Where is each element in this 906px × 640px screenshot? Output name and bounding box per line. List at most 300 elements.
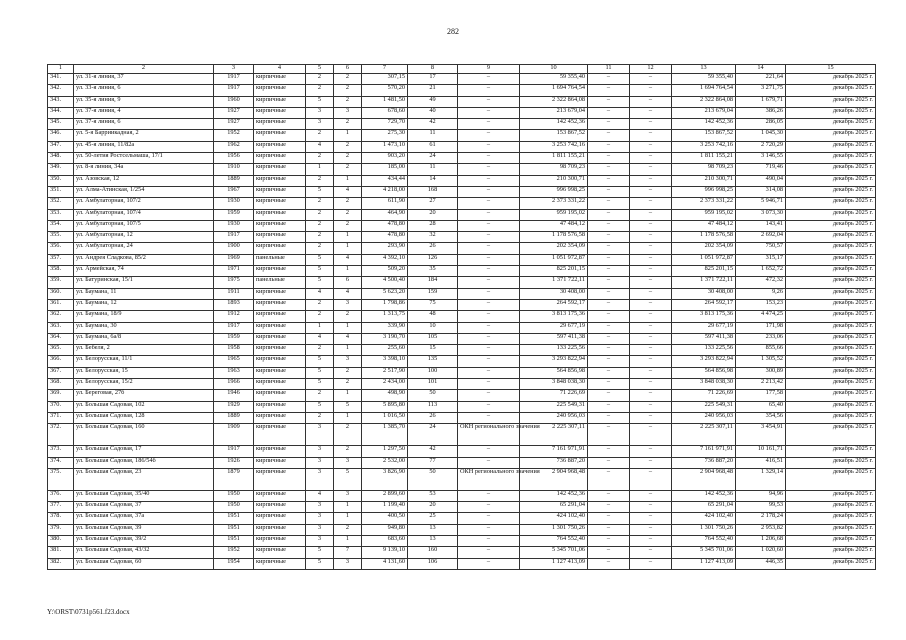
table-row bbox=[48, 277, 876, 288]
table-row bbox=[48, 356, 876, 367]
cell-row-number: 342. bbox=[48, 85, 74, 96]
cell-row-number: 348. bbox=[48, 153, 74, 164]
cell-residents: 24 bbox=[408, 153, 458, 164]
cell-cost-col12: – bbox=[630, 401, 672, 412]
cell-deadline: декабрь 2025 г. bbox=[786, 311, 876, 322]
cell-year-built: 1959 bbox=[214, 209, 254, 220]
cell-cost-sum: 71 226,69 bbox=[672, 390, 736, 401]
table-row bbox=[48, 490, 876, 501]
cell-year-built: 1911 bbox=[214, 288, 254, 299]
cell-cost-col11: – bbox=[588, 558, 630, 569]
cell-cost-col12: – bbox=[630, 119, 672, 130]
cell-wall-material: кирпичные bbox=[254, 424, 306, 446]
cell-cost-per-m2: 1 206,68 bbox=[736, 535, 786, 546]
cell-heritage-status: – bbox=[458, 74, 520, 85]
cell-area: 275,30 bbox=[362, 130, 408, 141]
cell-entrances: 2 bbox=[334, 141, 362, 152]
cell-row-number: 365. bbox=[48, 345, 74, 356]
cell-cost-col12: – bbox=[630, 232, 672, 243]
cell-cost-sum: 825 201,15 bbox=[672, 266, 736, 277]
cell-heritage-status: – bbox=[458, 401, 520, 412]
cell-cost-sum: 98 709,23 bbox=[672, 164, 736, 175]
cell-address: ул. Большая Садовая, 60 bbox=[74, 558, 214, 569]
cell-year-built: 1909 bbox=[214, 424, 254, 446]
cell-cost-per-m2: 221,64 bbox=[736, 74, 786, 85]
cell-floors: 4 bbox=[306, 333, 334, 344]
cell-year-built: 1879 bbox=[214, 468, 254, 490]
cell-area: 3 398,10 bbox=[362, 356, 408, 367]
cell-heritage-status: – bbox=[458, 232, 520, 243]
cell-cost-sum: 736 887,20 bbox=[672, 457, 736, 468]
cell-heritage-status: – bbox=[458, 153, 520, 164]
cell-residents: 50 bbox=[408, 390, 458, 401]
cell-cost-total: 153 867,52 bbox=[520, 130, 588, 141]
cell-residents: 106 bbox=[408, 558, 458, 569]
cell-cost-total: 1 178 576,58 bbox=[520, 232, 588, 243]
cell-cost-col12: – bbox=[630, 367, 672, 378]
cell-deadline: декабрь 2025 г. bbox=[786, 209, 876, 220]
cell-cost-sum: 564 856,98 bbox=[672, 367, 736, 378]
cell-deadline: декабрь 2025 г. bbox=[786, 96, 876, 107]
cell-cost-col11: – bbox=[588, 390, 630, 401]
cell-cost-col11: – bbox=[588, 141, 630, 152]
cell-cost-col11: – bbox=[588, 468, 630, 490]
cell-row-number: 377. bbox=[48, 502, 74, 513]
cell-row-number: 367. bbox=[48, 367, 74, 378]
cell-area: 1 297,50 bbox=[362, 446, 408, 457]
cell-cost-col12: – bbox=[630, 311, 672, 322]
cell-deadline: декабрь 2025 г. bbox=[786, 345, 876, 356]
cell-cost-total: 2 373 331,22 bbox=[520, 198, 588, 209]
cell-cost-total: 240 956,03 bbox=[520, 412, 588, 423]
cell-cost-per-m2: 5 946,71 bbox=[736, 198, 786, 209]
cell-floors: 5 bbox=[306, 379, 334, 390]
cell-entrances: 2 bbox=[334, 85, 362, 96]
table-row bbox=[48, 119, 876, 130]
cell-cost-total: 59 355,40 bbox=[520, 74, 588, 85]
cell-year-built: 1971 bbox=[214, 266, 254, 277]
cell-deadline: декабрь 2025 г. bbox=[786, 379, 876, 390]
cell-cost-per-m2: 3 146,55 bbox=[736, 153, 786, 164]
cell-cost-per-m2: 750,57 bbox=[736, 243, 786, 254]
cell-cost-col12: – bbox=[630, 535, 672, 546]
cell-floors: 2 bbox=[306, 74, 334, 85]
cell-area: 4 392,10 bbox=[362, 254, 408, 265]
cell-deadline: декабрь 2025 г. bbox=[786, 130, 876, 141]
cell-deadline: декабрь 2025 г. bbox=[786, 186, 876, 197]
cell-year-built: 1917 bbox=[214, 322, 254, 333]
cell-row-number: 373. bbox=[48, 446, 74, 457]
cell-entrances: 2 bbox=[334, 379, 362, 390]
cell-deadline: декабрь 2025 г. bbox=[786, 390, 876, 401]
cell-year-built: 1893 bbox=[214, 299, 254, 310]
cell-floors: 4 bbox=[306, 490, 334, 501]
cell-row-number: 341. bbox=[48, 74, 74, 85]
cell-area: 1 199,40 bbox=[362, 502, 408, 513]
cell-cost-col11: – bbox=[588, 424, 630, 446]
cell-year-built: 1946 bbox=[214, 390, 254, 401]
cell-row-number: 353. bbox=[48, 209, 74, 220]
cell-cost-col12: – bbox=[630, 558, 672, 569]
cell-cost-sum: 424 102,40 bbox=[672, 513, 736, 524]
cell-year-built: 1965 bbox=[214, 356, 254, 367]
cell-cost-col12: – bbox=[630, 209, 672, 220]
cell-deadline: декабрь 2025 г. bbox=[786, 502, 876, 513]
cell-cost-sum: 1 301 750,26 bbox=[672, 524, 736, 535]
cell-entrances: 2 bbox=[334, 198, 362, 209]
cell-address: ул. 5-я Барриикадная, 2 bbox=[74, 130, 214, 141]
table-row bbox=[48, 513, 876, 524]
column-header: 11 bbox=[588, 65, 630, 74]
cell-heritage-status: – bbox=[458, 547, 520, 558]
cell-cost-col11: – bbox=[588, 502, 630, 513]
table-row bbox=[48, 502, 876, 513]
cell-address: ул. Амбулаторная, 107/4 bbox=[74, 209, 214, 220]
column-header: 1 bbox=[48, 65, 74, 74]
cell-residents: 21 bbox=[408, 85, 458, 96]
cell-cost-per-m2: 2 720,29 bbox=[736, 141, 786, 152]
table-row bbox=[48, 209, 876, 220]
cell-row-number: 380. bbox=[48, 535, 74, 546]
cell-heritage-status: – bbox=[458, 119, 520, 130]
cell-address: ул. Андрея Сладкова, 85/2 bbox=[74, 254, 214, 265]
cell-cost-col11: – bbox=[588, 524, 630, 535]
cell-cost-total: 3 813 175,36 bbox=[520, 311, 588, 322]
cell-cost-col12: – bbox=[630, 220, 672, 231]
cell-area: 570,20 bbox=[362, 85, 408, 96]
cell-wall-material: кирпичные bbox=[254, 232, 306, 243]
cell-cost-col12: – bbox=[630, 130, 672, 141]
cell-cost-sum: 240 956,03 bbox=[672, 412, 736, 423]
cell-residents: 135 bbox=[408, 356, 458, 367]
cell-area: 1 481,50 bbox=[362, 96, 408, 107]
cell-deadline: декабрь 2025 г. bbox=[786, 141, 876, 152]
table-row bbox=[48, 153, 876, 164]
table-row bbox=[48, 446, 876, 457]
cell-cost-col11: – bbox=[588, 107, 630, 118]
table-row bbox=[48, 288, 876, 299]
cell-residents: 77 bbox=[408, 457, 458, 468]
cell-wall-material: кирпичные bbox=[254, 446, 306, 457]
cell-cost-total: 5 345 701,06 bbox=[520, 547, 588, 558]
cell-floors: 2 bbox=[306, 232, 334, 243]
cell-cost-sum: 959 195,02 bbox=[672, 209, 736, 220]
cell-cost-col12: – bbox=[630, 164, 672, 175]
cell-cost-col12: – bbox=[630, 288, 672, 299]
cell-wall-material: кирпичные bbox=[254, 502, 306, 513]
cell-wall-material: кирпичные bbox=[254, 141, 306, 152]
cell-cost-col11: – bbox=[588, 254, 630, 265]
table-row bbox=[48, 412, 876, 423]
cell-cost-col11: – bbox=[588, 232, 630, 243]
cell-cost-per-m2: 719,46 bbox=[736, 164, 786, 175]
cell-area: 683,60 bbox=[362, 535, 408, 546]
cell-entrances: 1 bbox=[334, 243, 362, 254]
cell-cost-sum: 1 694 764,54 bbox=[672, 85, 736, 96]
cell-year-built: 1958 bbox=[214, 345, 254, 356]
footer-file-path: Y:\ORST\0731p561.f23.docx bbox=[47, 608, 130, 616]
cell-deadline: декабрь 2025 г. bbox=[786, 243, 876, 254]
cell-row-number: 359. bbox=[48, 277, 74, 288]
cell-entrances: 5 bbox=[334, 468, 362, 490]
cell-cost-sum: 3 293 822,94 bbox=[672, 356, 736, 367]
cell-cost-per-m2: 3 271,75 bbox=[736, 85, 786, 96]
cell-address: ул. Азовская, 12 bbox=[74, 175, 214, 186]
cell-year-built: 1929 bbox=[214, 401, 254, 412]
cell-heritage-status: – bbox=[458, 333, 520, 344]
cell-cost-total: 47 484,12 bbox=[520, 220, 588, 231]
cell-cost-total: 29 677,19 bbox=[520, 322, 588, 333]
cell-cost-col12: – bbox=[630, 513, 672, 524]
cell-cost-col11: – bbox=[588, 119, 630, 130]
cell-cost-col12: – bbox=[630, 345, 672, 356]
cell-cost-per-m2: 177,58 bbox=[736, 390, 786, 401]
cell-row-number: 362. bbox=[48, 311, 74, 322]
cell-year-built: 1951 bbox=[214, 535, 254, 546]
cell-cost-per-m2: 446,35 bbox=[736, 558, 786, 569]
column-header: 7 bbox=[362, 65, 408, 74]
cell-cost-sum: 264 592,17 bbox=[672, 299, 736, 310]
cell-cost-col12: – bbox=[630, 379, 672, 390]
cell-entrances: 2 bbox=[334, 220, 362, 231]
cell-area: 339,90 bbox=[362, 322, 408, 333]
cell-heritage-status: – bbox=[458, 446, 520, 457]
cell-address: ул. 37-я линия, 4 bbox=[74, 107, 214, 118]
cell-wall-material: кирпичные bbox=[254, 175, 306, 186]
cell-area: 400,50 bbox=[362, 513, 408, 524]
cell-deadline: декабрь 2025 г. bbox=[786, 524, 876, 535]
cell-wall-material: кирпичные bbox=[254, 490, 306, 501]
cell-heritage-status: – bbox=[458, 277, 520, 288]
cell-residents: 20 bbox=[408, 502, 458, 513]
cell-floors: 3 bbox=[306, 468, 334, 490]
cell-address: ул. Баумана, 30 bbox=[74, 322, 214, 333]
table-row bbox=[48, 266, 876, 277]
table-row bbox=[48, 299, 876, 310]
cell-cost-col11: – bbox=[588, 446, 630, 457]
cell-cost-sum: 2 225 307,11 bbox=[672, 424, 736, 446]
cell-cost-col11: – bbox=[588, 288, 630, 299]
cell-residents: 11 bbox=[408, 164, 458, 175]
cell-residents: 184 bbox=[408, 277, 458, 288]
cell-entrances: 6 bbox=[334, 277, 362, 288]
cell-year-built: 1927 bbox=[214, 119, 254, 130]
cell-cost-col12: – bbox=[630, 266, 672, 277]
cell-floors: 2 bbox=[306, 209, 334, 220]
cell-entrances: 2 bbox=[334, 96, 362, 107]
cell-row-number: 374. bbox=[48, 457, 74, 468]
cell-year-built: 1917 bbox=[214, 85, 254, 96]
cell-residents: 113 bbox=[408, 401, 458, 412]
cell-year-built: 1917 bbox=[214, 232, 254, 243]
cell-address: ул. Большая Садовая, 43/32 bbox=[74, 547, 214, 558]
cell-floors: 5 bbox=[306, 96, 334, 107]
table-row bbox=[48, 558, 876, 569]
cell-address: ул. Большая Садовая, 102 bbox=[74, 401, 214, 412]
cell-area: 2 517,90 bbox=[362, 367, 408, 378]
cell-year-built: 1951 bbox=[214, 513, 254, 524]
cell-floors: 3 bbox=[306, 107, 334, 118]
cell-area: 5 895,80 bbox=[362, 401, 408, 412]
cell-address: ул. Баумана, 6а/8 bbox=[74, 333, 214, 344]
table-row bbox=[48, 457, 876, 468]
table-row bbox=[48, 254, 876, 265]
cell-wall-material: кирпичные bbox=[254, 322, 306, 333]
table-row bbox=[48, 345, 876, 356]
cell-cost-per-m2: 233,06 bbox=[736, 333, 786, 344]
cell-cost-col11: – bbox=[588, 198, 630, 209]
column-number-row bbox=[48, 65, 876, 74]
cell-cost-sum: 2 904 968,48 bbox=[672, 468, 736, 490]
cell-wall-material: кирпичные bbox=[254, 96, 306, 107]
cell-area: 464,90 bbox=[362, 209, 408, 220]
cell-area: 903,20 bbox=[362, 153, 408, 164]
table-row bbox=[48, 524, 876, 535]
table-row bbox=[48, 390, 876, 401]
cell-cost-total: 3 293 822,94 bbox=[520, 356, 588, 367]
table-row bbox=[48, 175, 876, 186]
cell-entrances: 4 bbox=[334, 288, 362, 299]
cell-floors: 1 bbox=[306, 322, 334, 333]
cell-deadline: декабрь 2025 г. bbox=[786, 288, 876, 299]
cell-cost-sum: 2 322 864,08 bbox=[672, 96, 736, 107]
cell-floors: 5 bbox=[306, 356, 334, 367]
cell-area: 2 434,00 bbox=[362, 379, 408, 390]
cell-row-number: 344. bbox=[48, 107, 74, 118]
cell-cost-per-m2: 1 045,30 bbox=[736, 130, 786, 141]
cell-row-number: 369. bbox=[48, 390, 74, 401]
cell-entrances: 1 bbox=[334, 535, 362, 546]
cell-heritage-status: – bbox=[458, 356, 520, 367]
cell-cost-total: 7 161 971,91 bbox=[520, 446, 588, 457]
cell-address: ул. Большая Садовая, 35/40 bbox=[74, 490, 214, 501]
cell-cost-col12: – bbox=[630, 198, 672, 209]
cell-deadline: декабрь 2025 г. bbox=[786, 468, 876, 490]
cell-row-number: 358. bbox=[48, 266, 74, 277]
cell-cost-col11: – bbox=[588, 311, 630, 322]
cell-cost-col12: – bbox=[630, 333, 672, 344]
cell-residents: 25 bbox=[408, 513, 458, 524]
cell-residents: 100 bbox=[408, 367, 458, 378]
cell-cost-sum: 30 408,00 bbox=[672, 288, 736, 299]
cell-cost-col12: – bbox=[630, 254, 672, 265]
cell-area: 4 500,40 bbox=[362, 277, 408, 288]
cell-entrances: 1 bbox=[334, 502, 362, 513]
cell-heritage-status: – bbox=[458, 502, 520, 513]
cell-heritage-status: – bbox=[458, 164, 520, 175]
cell-deadline: декабрь 2025 г. bbox=[786, 513, 876, 524]
cell-heritage-status: – bbox=[458, 141, 520, 152]
cell-cost-col11: – bbox=[588, 266, 630, 277]
table-row bbox=[48, 107, 876, 118]
cell-deadline: декабрь 2025 г. bbox=[786, 85, 876, 96]
cell-wall-material: кирпичные bbox=[254, 164, 306, 175]
cell-cost-col11: – bbox=[588, 130, 630, 141]
cell-heritage-status: – bbox=[458, 513, 520, 524]
cell-row-number: 366. bbox=[48, 356, 74, 367]
cell-area: 1 016,50 bbox=[362, 412, 408, 423]
cell-year-built: 1917 bbox=[214, 446, 254, 457]
cell-address: ул. Бебеля, 2 bbox=[74, 345, 214, 356]
column-header: 3 bbox=[214, 65, 254, 74]
cell-row-number: 345. bbox=[48, 119, 74, 130]
cell-cost-per-m2: 472,32 bbox=[736, 277, 786, 288]
cell-cost-per-m2: 4 474,25 bbox=[736, 311, 786, 322]
cell-deadline: декабрь 2025 г. bbox=[786, 175, 876, 186]
cell-cost-sum: 210 300,71 bbox=[672, 175, 736, 186]
cell-area: 509,20 bbox=[362, 266, 408, 277]
cell-cost-total: 2 904 968,48 bbox=[520, 468, 588, 490]
cell-wall-material: кирпичные bbox=[254, 186, 306, 197]
cell-row-number: 360. bbox=[48, 288, 74, 299]
cell-cost-col11: – bbox=[588, 457, 630, 468]
cell-area: 1 313,75 bbox=[362, 311, 408, 322]
cell-floors: 5 bbox=[306, 558, 334, 569]
cell-heritage-status: – bbox=[458, 367, 520, 378]
cell-heritage-status: – bbox=[458, 186, 520, 197]
cell-heritage-status: – bbox=[458, 311, 520, 322]
cell-wall-material: кирпичные bbox=[254, 513, 306, 524]
cell-cost-sum: 1 811 155,21 bbox=[672, 153, 736, 164]
cell-residents: 49 bbox=[408, 96, 458, 107]
cell-entrances: 2 bbox=[334, 424, 362, 446]
cell-wall-material: кирпичные bbox=[254, 85, 306, 96]
cell-residents: 61 bbox=[408, 141, 458, 152]
column-header: 4 bbox=[254, 65, 306, 74]
cell-cost-total: 142 452,36 bbox=[520, 490, 588, 501]
cell-residents: 26 bbox=[408, 243, 458, 254]
cell-wall-material: кирпичные bbox=[254, 74, 306, 85]
table-row bbox=[48, 322, 876, 333]
cell-floors: 3 bbox=[306, 119, 334, 130]
column-header: 5 bbox=[306, 65, 334, 74]
cell-heritage-status: – bbox=[458, 198, 520, 209]
cell-cost-per-m2: 10 161,71 bbox=[736, 446, 786, 457]
cell-cost-col12: – bbox=[630, 186, 672, 197]
cell-cost-sum: 29 677,19 bbox=[672, 322, 736, 333]
cell-address: ул. 35-я линия, 9 bbox=[74, 96, 214, 107]
cell-heritage-status: – bbox=[458, 175, 520, 186]
cell-floors: 3 bbox=[306, 524, 334, 535]
cell-cost-total: 71 226,69 bbox=[520, 390, 588, 401]
cell-year-built: 1960 bbox=[214, 96, 254, 107]
cell-residents: 15 bbox=[408, 345, 458, 356]
cell-entrances: 4 bbox=[334, 333, 362, 344]
table-row bbox=[48, 547, 876, 558]
cell-year-built: 1954 bbox=[214, 558, 254, 569]
cell-residents: 48 bbox=[408, 311, 458, 322]
table-row bbox=[48, 243, 876, 254]
cell-cost-per-m2: 855,66 bbox=[736, 345, 786, 356]
cell-wall-material: кирпичные bbox=[254, 401, 306, 412]
cell-cost-col11: – bbox=[588, 186, 630, 197]
cell-entrances: 2 bbox=[334, 153, 362, 164]
cell-residents: 14 bbox=[408, 175, 458, 186]
cell-row-number: 372. bbox=[48, 424, 74, 446]
cell-year-built: 1917 bbox=[214, 74, 254, 85]
cell-address: ул. Большая Садовая, 39 bbox=[74, 524, 214, 535]
table-row bbox=[48, 379, 876, 390]
cell-entrances: 1 bbox=[334, 390, 362, 401]
column-header: 6 bbox=[334, 65, 362, 74]
cell-cost-col11: – bbox=[588, 379, 630, 390]
cell-area: 9 139,10 bbox=[362, 547, 408, 558]
cell-cost-per-m2: 143,41 bbox=[736, 220, 786, 231]
table-row bbox=[48, 141, 876, 152]
cell-cost-total: 597 411,38 bbox=[520, 333, 588, 344]
cell-cost-per-m2: 1 305,52 bbox=[736, 356, 786, 367]
cell-entrances: 2 bbox=[334, 524, 362, 535]
